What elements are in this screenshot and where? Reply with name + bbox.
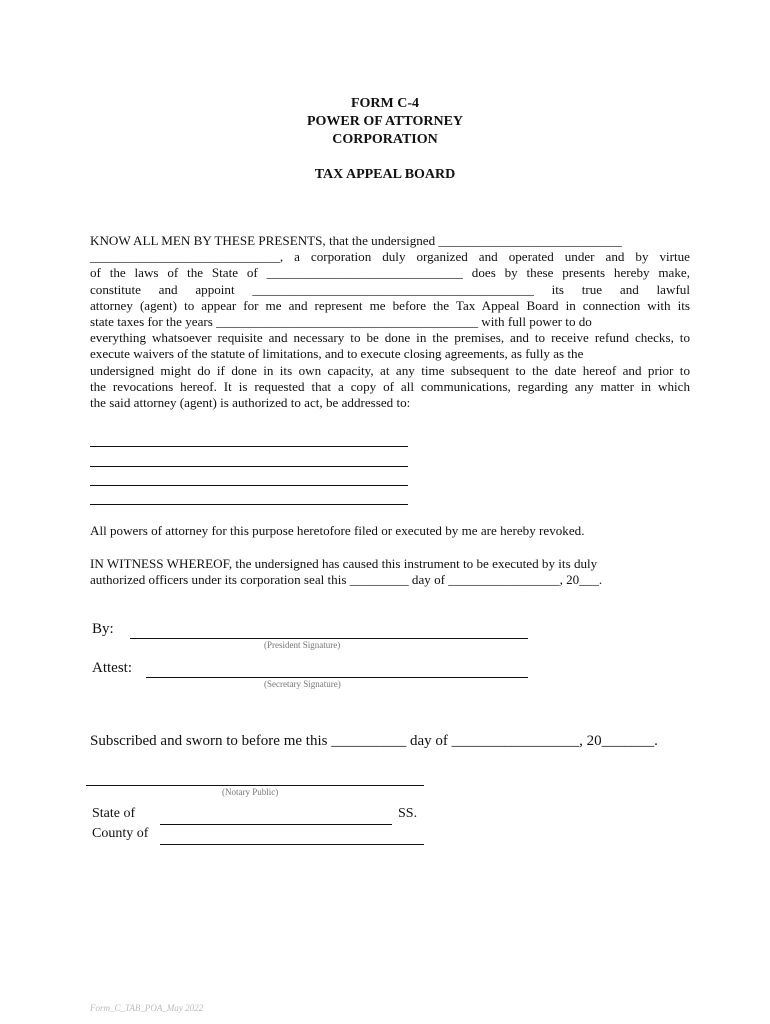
paragraph-line: execute waivers of the statute of limitations, and to execute closing agreements, as fully as the [90,346,584,362]
by-label: By: [92,621,114,637]
address-line-4[interactable] [90,504,408,505]
form-footer: Form_C_TAB_POA_May 2022 [90,1003,204,1013]
notary-signature-line[interactable] [86,785,424,786]
sworn-statement: Subscribed and sworn to before me this __________ day of _________________, 20_______. [90,733,658,749]
notary-caption: (Notary Public) [222,787,279,797]
paragraph-line: attorney (agent) to appear for me and represent me before the Tax Appeal Board in connection with its [90,297,690,313]
form-number: FORM C-4 [350,96,420,111]
county-of-label: County of [92,826,149,841]
witness-line: authorized officers under its corporation seal this _________ day of _________________, 20___. [90,572,603,588]
secretary-signature-caption: (Secretary Signature) [264,679,341,689]
paragraph-line: state taxes for the years ________________________________________ with full power to do [90,314,592,330]
state-of-label: State of [92,806,136,821]
paragraph-line: constitute and appoint ___________________________________________ its true and lawful [90,281,690,297]
form-subtitle: CORPORATION [332,132,438,147]
paragraph-line: the said attorney (agent) is authorized to act, be addressed to: [90,395,411,411]
paragraph-line: KNOW ALL MEN BY THESE PRESENTS, that the undersigned ____________________________ [90,233,622,248]
ss-label: SS. [398,806,418,821]
body-paragraph [90,233,690,411]
address-line-3[interactable] [90,485,408,486]
paragraph-line: everything whatsoever requisite and necessary to be done in the premises, and to receive refund checks, to [90,330,690,346]
address-line-2[interactable] [90,466,408,467]
paragraph-line: the revocations hereof. It is requested that a copy of all communications, regarding any matter in which [90,378,690,394]
paragraph-line: _____________________________, a corporation duly organized and operated under and by virtue [90,249,690,265]
form-title: POWER OF ATTORNEY [306,114,464,129]
county-field-line[interactable] [160,844,424,845]
president-signature-line[interactable] [130,638,528,639]
witness-line: IN WITNESS WHEREOF, the undersigned has caused this instrument to be executed by its duly [90,556,598,571]
witness-paragraph [90,556,690,588]
attest-label: Attest: [92,660,132,676]
paragraph-line: of the laws of the State of ______________________________ does by these presents hereby make, [90,265,690,281]
president-signature-caption: (President Signature) [264,640,341,650]
revocation-text: All powers of attorney for this purpose heretofore filed or executed by me are hereby revoked. [90,523,585,538]
secretary-signature-line[interactable] [146,677,528,678]
paragraph-line: undersigned might do if done in its own capacity, at any time subsequent to the date hereof and prior to [90,362,690,378]
board-name: TAX APPEAL BOARD [314,167,456,182]
state-field-line[interactable] [160,824,392,825]
address-line-1[interactable] [90,446,408,447]
